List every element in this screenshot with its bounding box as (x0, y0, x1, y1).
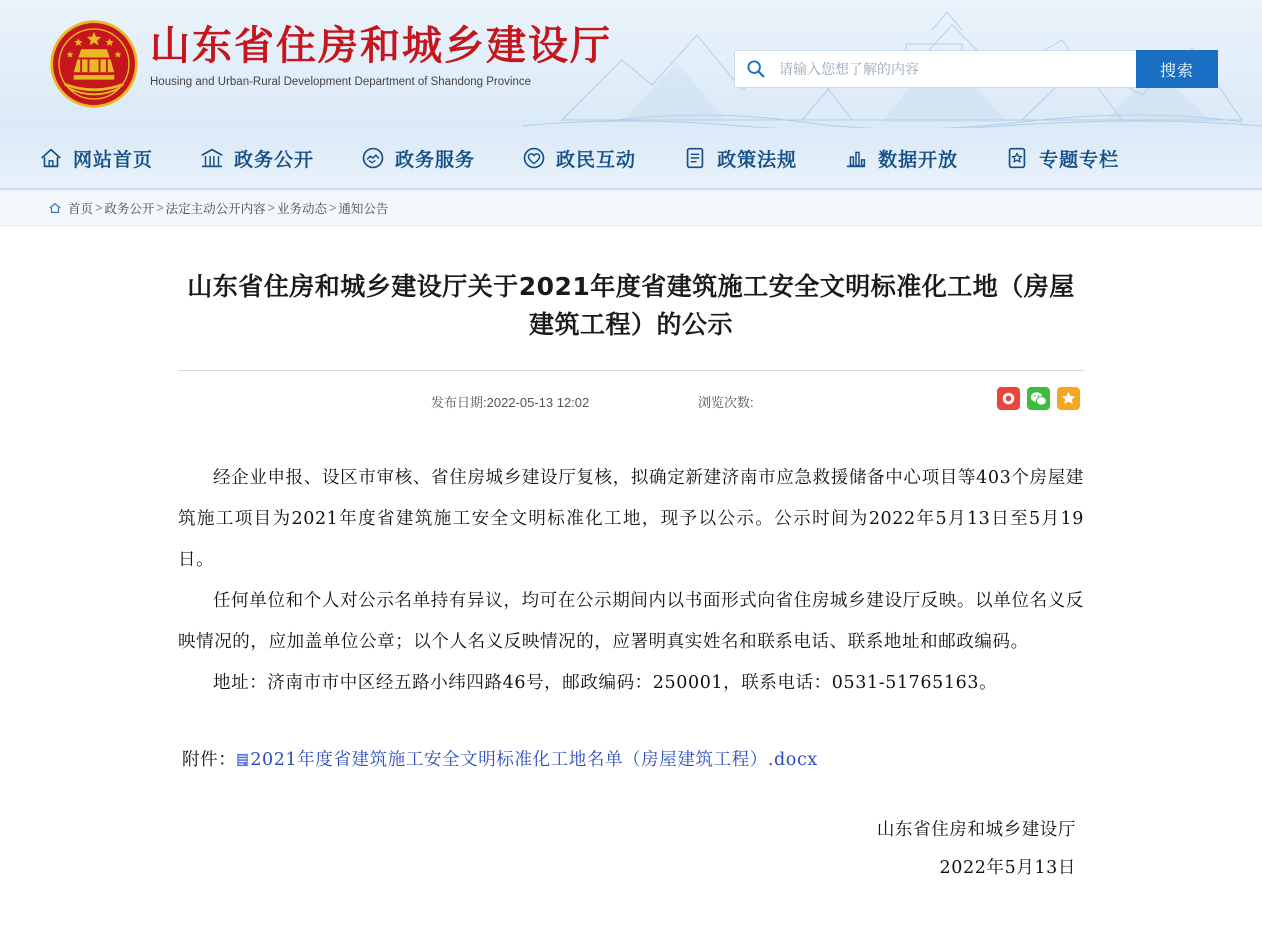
article (178, 226, 1084, 887)
nav-label: 政务公开 (234, 148, 315, 171)
home-small-icon (48, 201, 62, 215)
article-meta (178, 370, 1084, 416)
search-input[interactable] (777, 51, 1136, 87)
nav-label: 网站首页 (73, 148, 154, 171)
bank-icon (199, 145, 225, 171)
nav-item-policies-regulations[interactable] (682, 145, 797, 172)
weibo-icon[interactable] (997, 387, 1020, 410)
favorite-icon[interactable] (1057, 387, 1080, 410)
site-title-block (150, 22, 612, 88)
star-page-icon (1004, 145, 1030, 171)
search-button[interactable]: 搜索 (1136, 50, 1218, 88)
article-body (178, 458, 1084, 887)
breadcrumb-separator: > (156, 200, 164, 215)
breadcrumb-item-2[interactable]: 法定主动公开内容 (165, 201, 266, 216)
publish-date: 发布日期:2022-05-13 12:02 (431, 395, 590, 410)
national-emblem-icon (48, 18, 140, 110)
search-box[interactable] (734, 50, 1136, 88)
paragraph-3: 地址：济南市市中区经五路小纬四路46号，邮政编码：250001，联系电话：0531-51765163。 (213, 673, 998, 693)
site-title-en: Housing and Urban-Rural Development Department of Shandong Province (150, 76, 531, 88)
chart-icon (843, 145, 869, 171)
signature (178, 811, 1084, 887)
doc-file-icon (236, 753, 249, 767)
signature-org: 山东省住房和城乡建设厅 (876, 820, 1076, 840)
attachment-row (178, 740, 1084, 781)
site-header (0, 0, 1262, 128)
breadcrumb-separator: > (267, 200, 275, 215)
attachment-link[interactable]: 2021年度省建筑施工安全文明标准化工地名单（房屋建筑工程）.docx (250, 750, 818, 770)
wechat-icon[interactable] (1027, 387, 1050, 410)
handshake-icon (360, 145, 386, 171)
search-bar (734, 50, 1218, 88)
nav-item-government-services[interactable] (360, 145, 475, 172)
chat-heart-icon (521, 145, 547, 171)
view-count-label: 浏览次数: (698, 395, 754, 410)
nav-label: 数据开放 (878, 148, 959, 171)
breadcrumb-separator: > (95, 200, 103, 215)
paragraph-1: 经企业申报、设区市审核、省住房城乡建设厅复核，拟确定新建济南市应急救援储备中心项目等403个房屋建筑施工项目为2021年度省建筑施工安全文明标准化工地，现予以公示。公示时间为2022年5月13日至5月19日。 (178, 468, 1084, 570)
attachment-label: 附件： (182, 750, 237, 770)
nav-label: 政民互动 (556, 148, 637, 171)
breadcrumb-item-0[interactable]: 首页 (68, 201, 94, 216)
breadcrumb-item-4[interactable]: 通知公告 (338, 201, 389, 216)
site-title-cn: 山东省住房和城乡建设厅 (150, 23, 612, 69)
breadcrumb-separator: > (329, 200, 337, 215)
home-icon (38, 145, 64, 171)
paragraph-2: 任何单位和个人对公示名单持有异议，均可在公示期间内以书面形式向省住房城乡建设厅反映。以单位名义反映情况的，应加盖单位公章；以个人名义反映情况的，应署明真实姓名和联系电话、联系地址和邮政编码。 (178, 591, 1084, 652)
nav-item-home[interactable] (38, 145, 153, 172)
nav-label: 政策法规 (717, 148, 798, 171)
signature-date: 2022年5月13日 (939, 858, 1076, 878)
breadcrumb (0, 190, 1262, 226)
share-icons (997, 387, 1080, 410)
nav-item-government-disclosure[interactable] (199, 145, 314, 172)
search-icon (745, 58, 767, 80)
nav-item-open-data[interactable] (843, 145, 958, 172)
nav-label: 政务服务 (395, 148, 476, 171)
page-title: 山东省住房和城乡建设厅关于2021年度省建筑施工安全文明标准化工地（房屋建筑工程）的公示 (187, 272, 1075, 339)
main-navigation (0, 128, 1262, 190)
nav-item-public-interaction[interactable] (521, 145, 636, 172)
breadcrumb-item-3[interactable]: 业务动态 (276, 201, 327, 216)
nav-label: 专题专栏 (1039, 148, 1120, 171)
document-icon (682, 145, 708, 171)
breadcrumb-item-1[interactable]: 政务公开 (104, 201, 155, 216)
nav-item-special-columns[interactable] (1004, 145, 1119, 172)
